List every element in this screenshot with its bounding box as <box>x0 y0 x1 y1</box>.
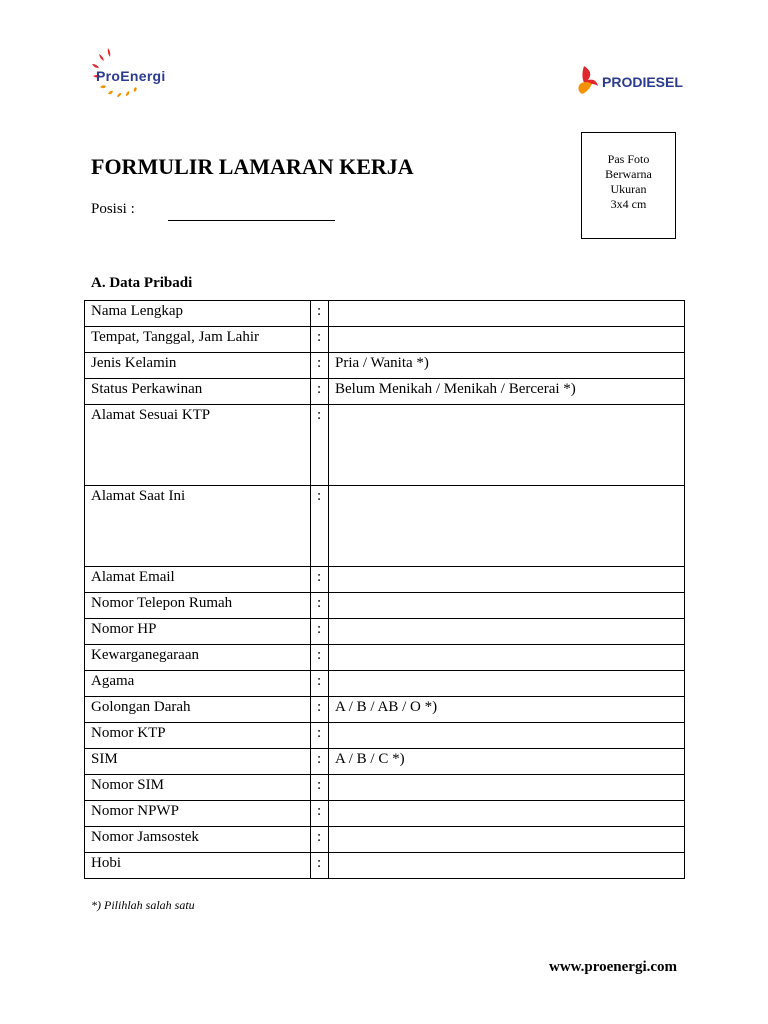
row-colon: : <box>311 801 329 827</box>
row-label: Nomor KTP <box>85 723 311 749</box>
table-row <box>85 619 685 645</box>
row-colon: : <box>311 723 329 749</box>
row-colon: : <box>311 697 329 723</box>
row-colon: : <box>311 749 329 775</box>
table-row <box>85 327 685 353</box>
row-label: Jenis Kelamin <box>85 353 311 379</box>
section-heading-data-pribadi: A. Data Pribadi <box>91 275 193 291</box>
photo-box-line: Berwarna <box>605 167 652 181</box>
row-label: Hobi <box>85 853 311 879</box>
row-value-field[interactable] <box>329 723 685 749</box>
row-label: Agama <box>85 671 311 697</box>
row-colon: : <box>311 827 329 853</box>
photo-placeholder-box <box>581 132 676 239</box>
row-colon: : <box>311 645 329 671</box>
table-row <box>85 671 685 697</box>
prodiesel-wordmark: PRODIESEL <box>602 74 683 90</box>
row-value-field[interactable] <box>329 486 685 567</box>
row-label: Tempat, Tanggal, Jam Lahir <box>85 327 311 353</box>
row-colon: : <box>311 567 329 593</box>
row-label: Kewarganegaraan <box>85 645 311 671</box>
row-label: Alamat Email <box>85 567 311 593</box>
prodiesel-logo <box>576 62 686 98</box>
row-label: SIM <box>85 749 311 775</box>
row-value-field[interactable] <box>329 853 685 879</box>
row-value-field[interactable] <box>329 619 685 645</box>
table-row <box>85 853 685 879</box>
proenergi-wordmark: ProEnergi <box>96 68 166 84</box>
row-label: Nomor HP <box>85 619 311 645</box>
table-row <box>85 775 685 801</box>
table-row <box>85 593 685 619</box>
row-value-field[interactable] <box>329 301 685 327</box>
prodiesel-flame-icon <box>576 64 602 100</box>
row-value-field[interactable] <box>329 327 685 353</box>
table-row <box>85 353 685 379</box>
table-row <box>85 801 685 827</box>
posisi-label: Posisi : <box>91 201 135 217</box>
table-row <box>85 301 685 327</box>
row-label: Alamat Sesuai KTP <box>85 405 311 486</box>
row-label: Nomor NPWP <box>85 801 311 827</box>
row-label: Golongan Darah <box>85 697 311 723</box>
row-colon: : <box>311 379 329 405</box>
row-value-field[interactable]: Pria / Wanita *) <box>329 353 685 379</box>
row-label: Nomor SIM <box>85 775 311 801</box>
photo-box-line: Ukuran <box>610 182 647 196</box>
website-url: www.proenergi.com <box>549 959 678 975</box>
row-value-field[interactable] <box>329 801 685 827</box>
row-value-field[interactable] <box>329 593 685 619</box>
row-value-field[interactable] <box>329 827 685 853</box>
table-row <box>85 697 685 723</box>
row-label: Nomor Telepon Rumah <box>85 593 311 619</box>
row-colon: : <box>311 327 329 353</box>
row-value-field[interactable]: A / B / AB / O *) <box>329 697 685 723</box>
table-row <box>85 405 685 486</box>
table-row <box>85 567 685 593</box>
table-row <box>85 723 685 749</box>
row-colon: : <box>311 619 329 645</box>
photo-box-line: 3x4 cm <box>610 197 647 211</box>
row-value-field[interactable] <box>329 671 685 697</box>
form-title: FORMULIR LAMARAN KERJA <box>91 154 414 179</box>
table-row <box>85 379 685 405</box>
table-row <box>85 827 685 853</box>
row-value-field[interactable] <box>329 567 685 593</box>
row-colon: : <box>311 486 329 567</box>
row-colon: : <box>311 353 329 379</box>
table-row <box>85 486 685 567</box>
row-value-field[interactable] <box>329 405 685 486</box>
row-colon: : <box>311 405 329 486</box>
footnote: *) Pilihlah salah satu <box>91 898 195 912</box>
row-value-field[interactable]: Belum Menikah / Menikah / Bercerai *) <box>329 379 685 405</box>
row-label: Status Perkawinan <box>85 379 311 405</box>
photo-box-line: Pas Foto <box>607 152 650 166</box>
row-colon: : <box>311 301 329 327</box>
row-colon: : <box>311 853 329 879</box>
table-row <box>85 645 685 671</box>
proenergi-logo <box>86 42 186 104</box>
row-colon: : <box>311 775 329 801</box>
row-label: Alamat Saat Ini <box>85 486 311 567</box>
row-colon: : <box>311 593 329 619</box>
posisi-input-line[interactable] <box>168 220 335 221</box>
row-label: Nomor Jamsostek <box>85 827 311 853</box>
personal-data-table <box>84 300 685 879</box>
row-colon: : <box>311 671 329 697</box>
row-value-field[interactable] <box>329 645 685 671</box>
row-value-field[interactable] <box>329 775 685 801</box>
row-label: Nama Lengkap <box>85 301 311 327</box>
row-value-field[interactable]: A / B / C *) <box>329 749 685 775</box>
table-row <box>85 749 685 775</box>
